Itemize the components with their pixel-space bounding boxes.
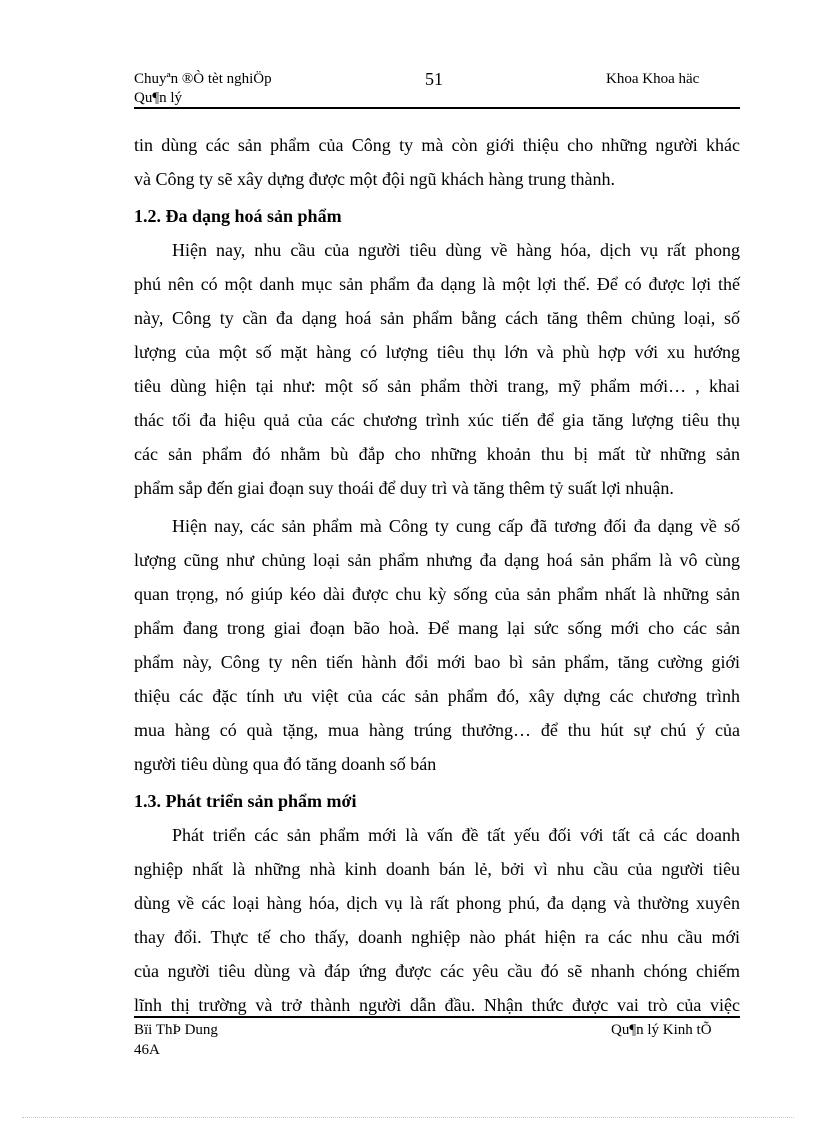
- footer-rule: [134, 1016, 740, 1018]
- text-line: Hiện nay, các sản phẩm mà Công ty cung cấp đã tương đối đa dạng về số: [172, 516, 740, 536]
- page-edge-dotted-line: [22, 1117, 794, 1118]
- footer-class: 46A: [134, 1042, 160, 1058]
- paragraph-diversification-1: [134, 233, 740, 505]
- section-heading-1-2: 1.2. Đa dạng hoá sản phẩm: [134, 206, 342, 226]
- text-line: quan trọng, nó giúp kéo dài được chu kỳ sống của sản phẩm nhất là những sản: [134, 584, 740, 604]
- page-body: [134, 128, 740, 1022]
- text-line: lượng của một số mặt hàng có lượng tiêu thụ lớn và phù hợp với xu hướng: [134, 342, 740, 362]
- text-line: phú nên có một danh mục sản phẩm đa dạng là một lợi thế. Để có được lợi thế: [134, 274, 740, 294]
- header-faculty: Khoa Khoa häc: [606, 71, 700, 87]
- paragraph-continuation: [134, 128, 740, 196]
- text-line: mua hàng có quà tặng, mua hàng trúng thưởng… để thu hút sự chú ý của: [134, 720, 740, 740]
- text-line: thiệu các đặc tính ưu việt của các sản phẩm đó, xây dựng các chương trình: [134, 686, 740, 706]
- text-line: phẩm đang trong giai đoạn bão hoà. Để mang lại sức sống mới cho các sản: [134, 618, 740, 638]
- text-line: lượng cũng như chủng loại sản phẩm nhưng đa dạng hoá sản phẩm là vô cùng: [134, 550, 740, 570]
- header-rule: [134, 107, 740, 109]
- text-line: nghiệp nhất là những nhà kinh doanh bán lẻ, bởi vì nhu cầu của người tiêu: [134, 859, 740, 879]
- text-line: Hiện nay, nhu cầu của người tiêu dùng về hàng hóa, dịch vụ rất phong: [172, 240, 740, 260]
- text-line: dùng về các loại hàng hóa, dịch vụ là rất phong phú, đa dạng và thường xuyên: [134, 893, 740, 913]
- text-line: các sản phẩm đó nhằm bù đắp cho những khoản thu bị mất từ những sản: [134, 444, 740, 464]
- text-line: tin dùng các sản phẩm của Công ty mà còn giới thiệu cho những người khác: [134, 135, 740, 155]
- text-line: của người tiêu dùng và đáp ứng được các yêu cầu đó sẽ nhanh chóng chiếm: [134, 961, 740, 981]
- text-line: thác tối đa hiệu quả của các chương trình xúc tiến để gia tăng lượng tiêu thụ: [134, 410, 740, 430]
- footer-major: Qu¶n lý Kinh tÕ: [611, 1022, 712, 1038]
- paragraph-diversification-2: [134, 509, 740, 781]
- header-thesis-title: Chuyªn ®Ò tèt nghiÖp: [134, 71, 272, 87]
- text-line: thay đổi. Thực tế cho thấy, doanh nghiệp nào phát hiện ra các nhu cầu mới: [134, 927, 740, 947]
- text-line: người tiêu dùng qua đó tăng doanh số bán: [134, 754, 437, 774]
- text-line: và Công ty sẽ xây dựng được một đội ngũ khách hàng trung thành.: [134, 169, 615, 189]
- section-heading-1-3: 1.3. Phát triển sản phẩm mới: [134, 791, 357, 811]
- footer-author: Bïi ThÞ Dung: [134, 1022, 218, 1038]
- text-line: lĩnh thị trường và trở thành người dẫn đầu. Nhận thức được vai trò của việc: [134, 995, 740, 1015]
- text-line: Phát triển các sản phẩm mới là vấn đề tất yếu đối với tất cả các doanh: [172, 825, 740, 845]
- text-line: phẩm này, Công ty nên tiến hành đổi mới bao bì sản phẩm, tăng cường giới: [134, 652, 740, 672]
- text-line: này, Công ty cần đa dạng hoá sản phẩm bằng cách tăng thêm chủng loại, số: [134, 308, 740, 328]
- page-number: 51: [425, 69, 443, 89]
- text-line: phẩm sắp đến giai đoạn suy thoái để duy trì và tăng thêm tỷ suất lợi nhuận.: [134, 478, 674, 498]
- paragraph-new-products: [134, 818, 740, 1022]
- text-line: tiêu dùng hiện tại như: một số sản phẩm thời trang, mỹ phẩm mới… , khai: [134, 376, 740, 396]
- header-subject: Qu¶n lý: [134, 90, 183, 106]
